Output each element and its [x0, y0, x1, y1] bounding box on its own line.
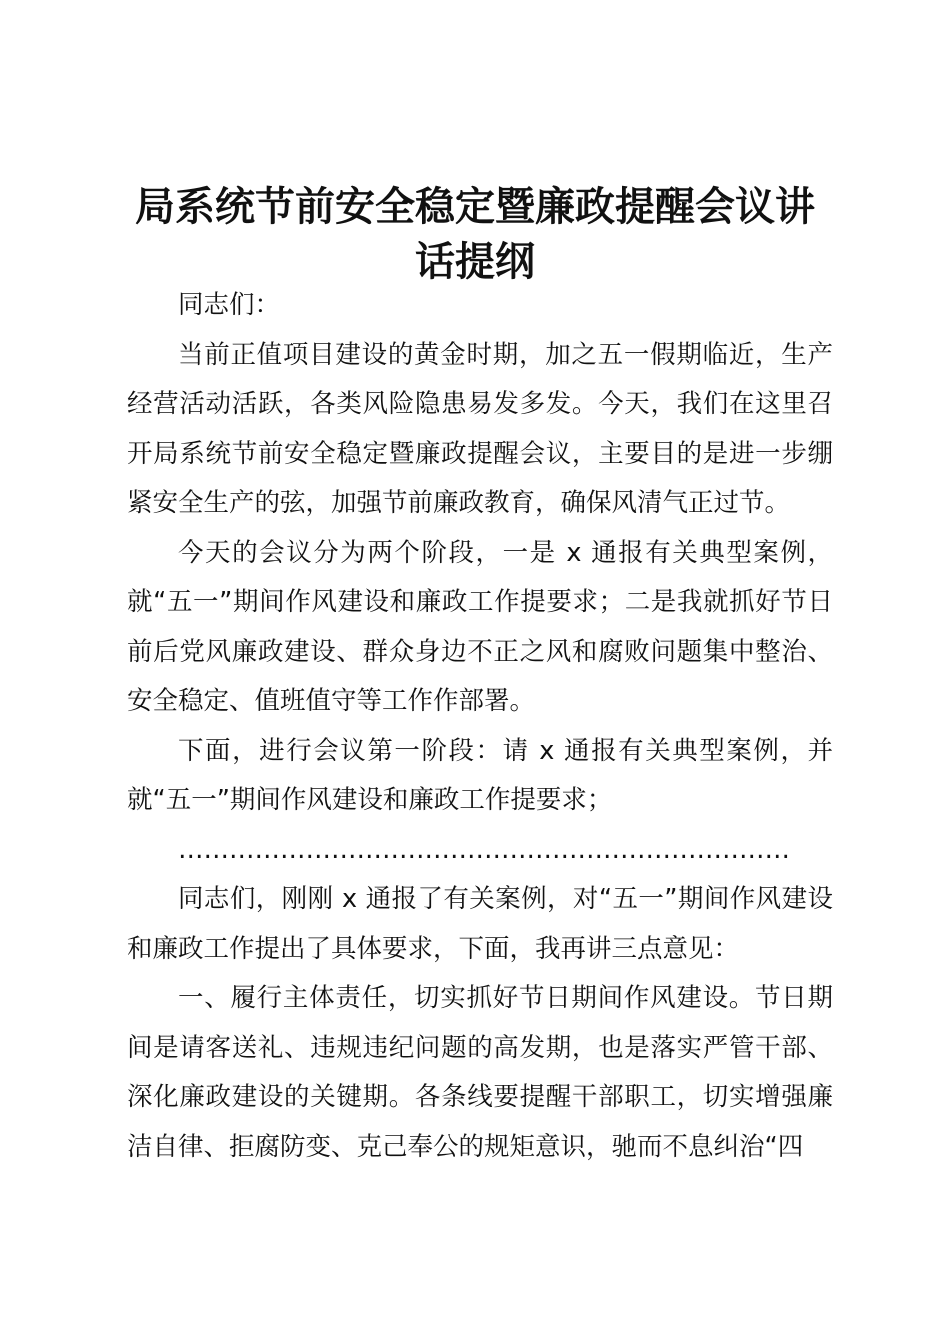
salutation-paragraph: 同志们： [178, 290, 281, 320]
first-stage-paragraph: 下面，进行会议第一阶段：请 x 通报有关典型案例，并就“五一”期间作风建设和廉政工作提要求； [127, 735, 833, 815]
agenda-paragraph: 今天的会议分为两个阶段，一是 x 通报有关典型案例，就“五一”期间作风建设和廉政工作提要求；二是我就抓好节日前后党风廉政建设、群众身边不正之风和腐败问题集中整治、安全稳定、值班值守等工作作部署。 [127, 537, 833, 716]
intro-paragraph: 当前正值项目建设的黄金时期，加之五一假期临近，生产经营活动活跃，各类风险隐患易发多发。今天，我们在这里召开局系统节前安全稳定暨廉政提醒会议，主要目的是进一步绷紧安全生产的弦，加强节前廉政教育，确保风清气正过节。 [127, 339, 833, 518]
document-title: 局系统节前安全稳定暨廉政提醒会议讲话提纲 [135, 184, 815, 285]
transition-paragraph: 同志们，刚刚 x 通报了有关案例，对“五一”期间作风建设和廉政工作提出了具体要求，下面，我再讲三点意见： [127, 884, 833, 964]
ellipsis-separator: ……………………………………………………………… [178, 834, 790, 865]
document-body [127, 281, 833, 1172]
point-one-paragraph: 一、履行主体责任，切实抓好节日期间作风建设。节日期间是请客送礼、违规违纪问题的高发期，也是落实严管干部、深化廉政建设的关键期。各条线要提醒干部职工，切实增强廉洁自律、拒腐防变、克己奉公的规矩意识，驰而不息纠治“四 [127, 983, 833, 1162]
